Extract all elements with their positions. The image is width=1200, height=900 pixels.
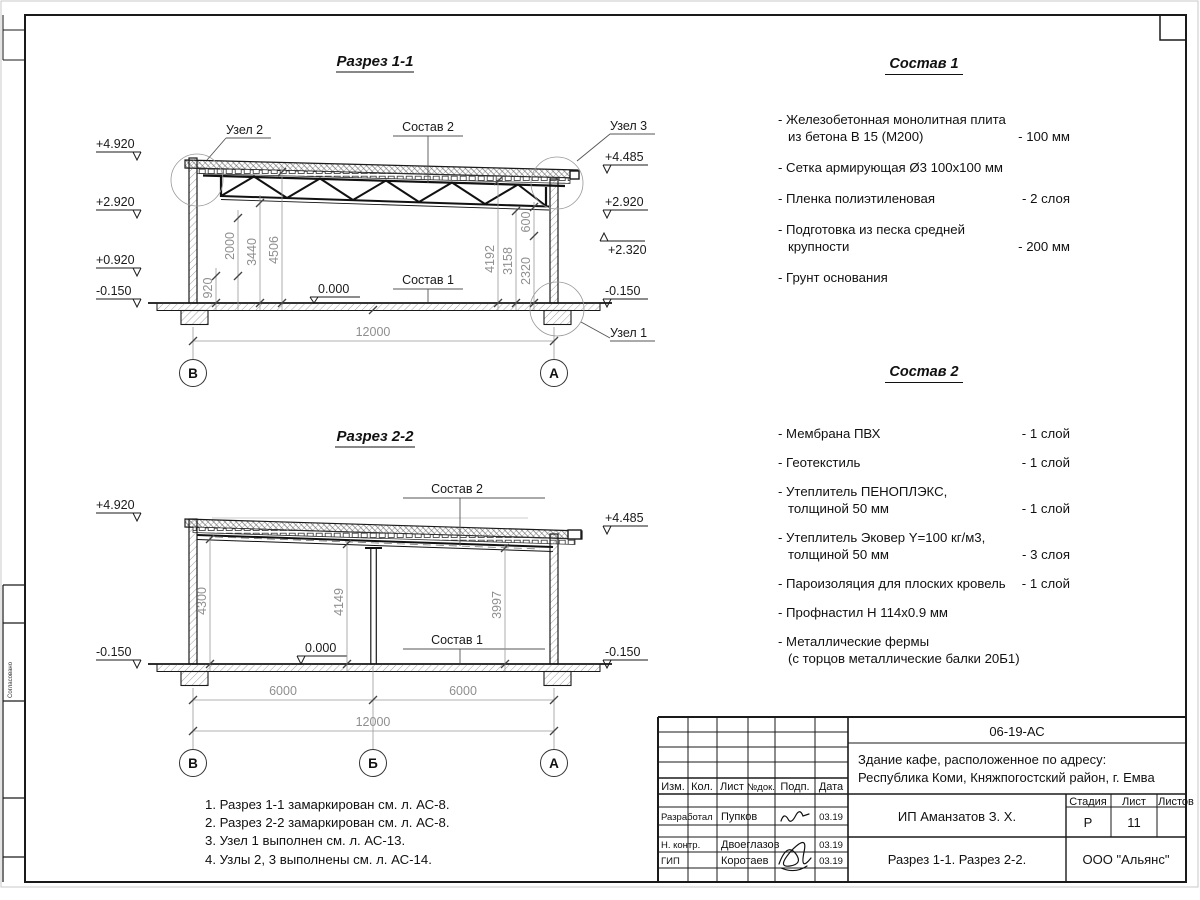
sidebar-note: Согласовано bbox=[8, 661, 14, 698]
list-item: - Железобетонная монолитная плита из бетона В 15 (М200) - 100 мм bbox=[778, 112, 1070, 144]
dim-label: 6000 bbox=[449, 684, 477, 698]
section-1-1-drawing bbox=[60, 45, 685, 395]
elevation-label: -0.150 bbox=[96, 645, 132, 659]
dim-label: 920 bbox=[201, 277, 215, 299]
elevation-label: +4.920 bbox=[96, 498, 135, 512]
list-item: - Геотекстиль - 1 слой bbox=[778, 455, 1070, 470]
row-role-2: ГИП bbox=[661, 856, 680, 867]
node-2-label: Узел 2 bbox=[226, 123, 264, 137]
dim-lines-right bbox=[494, 177, 538, 310]
sostav-1-callout: Состав 1 bbox=[431, 633, 483, 647]
dim-label: 3997 bbox=[490, 591, 504, 619]
dim-label: 2000 bbox=[223, 232, 237, 260]
col-podp: Подп. bbox=[780, 781, 810, 793]
col-kol: Кол. bbox=[691, 781, 713, 793]
doc-number: 06-19-АС bbox=[989, 724, 1045, 739]
row-role-0: Разработал bbox=[661, 812, 713, 823]
list-item: - Сетка армирующая Ø3 100х100 мм bbox=[778, 160, 1003, 175]
dim-label: 4506 bbox=[267, 236, 281, 264]
col-data: Дата bbox=[818, 781, 844, 793]
dim-lines-vertical bbox=[206, 535, 509, 671]
row-role-1: Н. контр. bbox=[661, 840, 701, 851]
axis-label: В bbox=[188, 366, 198, 381]
elevation-label: -0.150 bbox=[96, 284, 132, 298]
project-line-1: Здание кафе, расположенное по адресу: bbox=[858, 752, 1107, 767]
stage-value: Р bbox=[1083, 815, 1093, 830]
company-name: ООО "Альянс" bbox=[1082, 852, 1170, 867]
left-sidebar-boxes bbox=[3, 585, 25, 882]
note-line: 3. Узел 1 выполнен см. л. АС-13. bbox=[205, 833, 406, 849]
sostav-1-callout: Состав 1 bbox=[402, 273, 454, 287]
list-item: - Подготовка из песка средней крупности - 200 мм bbox=[778, 222, 1070, 254]
section-1-1-structure bbox=[148, 154, 612, 336]
row-date-0: 03.19 bbox=[819, 812, 843, 823]
zero-label: 0.000 bbox=[305, 641, 337, 655]
elevation-label: +4.485 bbox=[605, 150, 644, 164]
elevation-label: +2.320 bbox=[608, 243, 647, 257]
elevation-label: +0.920 bbox=[96, 253, 135, 267]
elevation-label: +2.920 bbox=[96, 195, 135, 209]
drawing-notes bbox=[205, 796, 450, 869]
zero-label: 0.000 bbox=[318, 282, 350, 296]
node-1-label: Узел 1 bbox=[610, 326, 648, 340]
dim-label: 12000 bbox=[355, 325, 391, 339]
dim-label: 4149 bbox=[332, 588, 346, 616]
dim-label: 6000 bbox=[269, 684, 297, 698]
sheet-value: 11 bbox=[1127, 815, 1141, 830]
zero-mark bbox=[297, 656, 347, 664]
elevation-label: +4.920 bbox=[96, 137, 135, 151]
note-line: 2. Разрез 2-2 замаркирован см. л. АС-8. bbox=[205, 815, 450, 831]
axis-label: А bbox=[549, 366, 559, 381]
client-name: ИП Аманзатов З. Х. bbox=[897, 809, 1017, 824]
middle-column bbox=[365, 548, 382, 664]
row-name-0: Пупков bbox=[721, 811, 758, 823]
dim-label: 4300 bbox=[195, 587, 209, 615]
sostav-2-callout: Состав 2 bbox=[431, 482, 483, 496]
section-1-1-title: Разрез 1-1 bbox=[336, 53, 414, 70]
sostav-2-title: Состав 2 bbox=[885, 364, 962, 383]
elevation-label: +2.920 bbox=[605, 195, 644, 209]
list-item: - Утеплитель ПЕНОПЛЭКС, толщиной 50 мм - 1 слой bbox=[778, 484, 1070, 516]
dim-label: 3440 bbox=[245, 238, 259, 266]
list-item: - Мембрана ПВХ - 1 слой bbox=[778, 426, 1070, 441]
list-item: - Грунт основания bbox=[778, 270, 888, 285]
stage-label: Стадия bbox=[1069, 796, 1107, 808]
col-list: Лист bbox=[720, 781, 744, 793]
axis-label: Б bbox=[368, 756, 378, 771]
row-name-2: Коротаев bbox=[721, 855, 769, 867]
titleblock-texts bbox=[661, 724, 1194, 867]
col-izm: Изм. bbox=[661, 781, 685, 793]
sheets-label: Листов bbox=[1158, 796, 1194, 808]
note-line: 4. Узлы 2, 3 выполнены см. л. АС-14. bbox=[205, 851, 432, 867]
signatures bbox=[779, 812, 811, 871]
project-line-2: Республика Коми, Княжпогостский район, г. Емва bbox=[858, 770, 1155, 785]
axis-label: В bbox=[188, 756, 198, 771]
col-ndok: №док. bbox=[747, 782, 775, 793]
list-item: - Пленка полиэтиленовая - 2 слоя bbox=[778, 191, 1070, 206]
signature-gip bbox=[779, 842, 811, 870]
elevation-label: +4.485 bbox=[605, 511, 644, 525]
axis-label: А bbox=[549, 756, 559, 771]
list-item: - Утеплитель Эковер Y=100 кг/м3, толщиной 50 мм - 3 слоя bbox=[778, 530, 1070, 562]
sostav-1-panel bbox=[778, 55, 1070, 300]
list-item: - Профнастил Н 114х0.9 мм bbox=[778, 605, 948, 620]
node-3-label: Узел 3 bbox=[610, 119, 648, 133]
row-date-2: 03.19 bbox=[819, 856, 843, 867]
elevation-label: -0.150 bbox=[605, 645, 641, 659]
dim-label: 12000 bbox=[355, 715, 391, 729]
sostav-2-callout: Состав 2 bbox=[402, 120, 454, 134]
section-2-2-drawing bbox=[60, 420, 685, 790]
note-line: 1. Разрез 1-1 замаркирован см. л. АС-8. bbox=[205, 797, 450, 812]
sheet-label: Лист bbox=[1122, 796, 1146, 808]
elevation-label: -0.150 bbox=[605, 284, 641, 298]
sheet-name: Разрез 1-1. Разрез 2-2. bbox=[887, 852, 1027, 867]
row-name-1: Двоеглазов bbox=[721, 839, 780, 851]
section-2-2-structure bbox=[148, 518, 612, 686]
dim-label: 3158 bbox=[501, 247, 515, 275]
dim-label: 600 bbox=[519, 211, 533, 233]
sostav-2-panel bbox=[778, 363, 1070, 679]
axis-marks bbox=[180, 349, 568, 387]
signature-razrabotal bbox=[781, 812, 809, 822]
list-item: - Пароизоляция для плоских кровель - 1 слой bbox=[778, 576, 1070, 591]
row-date-1: 03.19 bbox=[819, 840, 843, 851]
list-item: - Металлические фермы (с торцов металлические балки 20Б1) bbox=[778, 634, 1020, 666]
dim-label: 4192 bbox=[483, 245, 497, 273]
dim-label: 2320 bbox=[519, 257, 533, 285]
section-2-2-title: Разрез 2-2 bbox=[336, 428, 414, 445]
sostav-1-title: Состав 1 bbox=[885, 56, 962, 75]
